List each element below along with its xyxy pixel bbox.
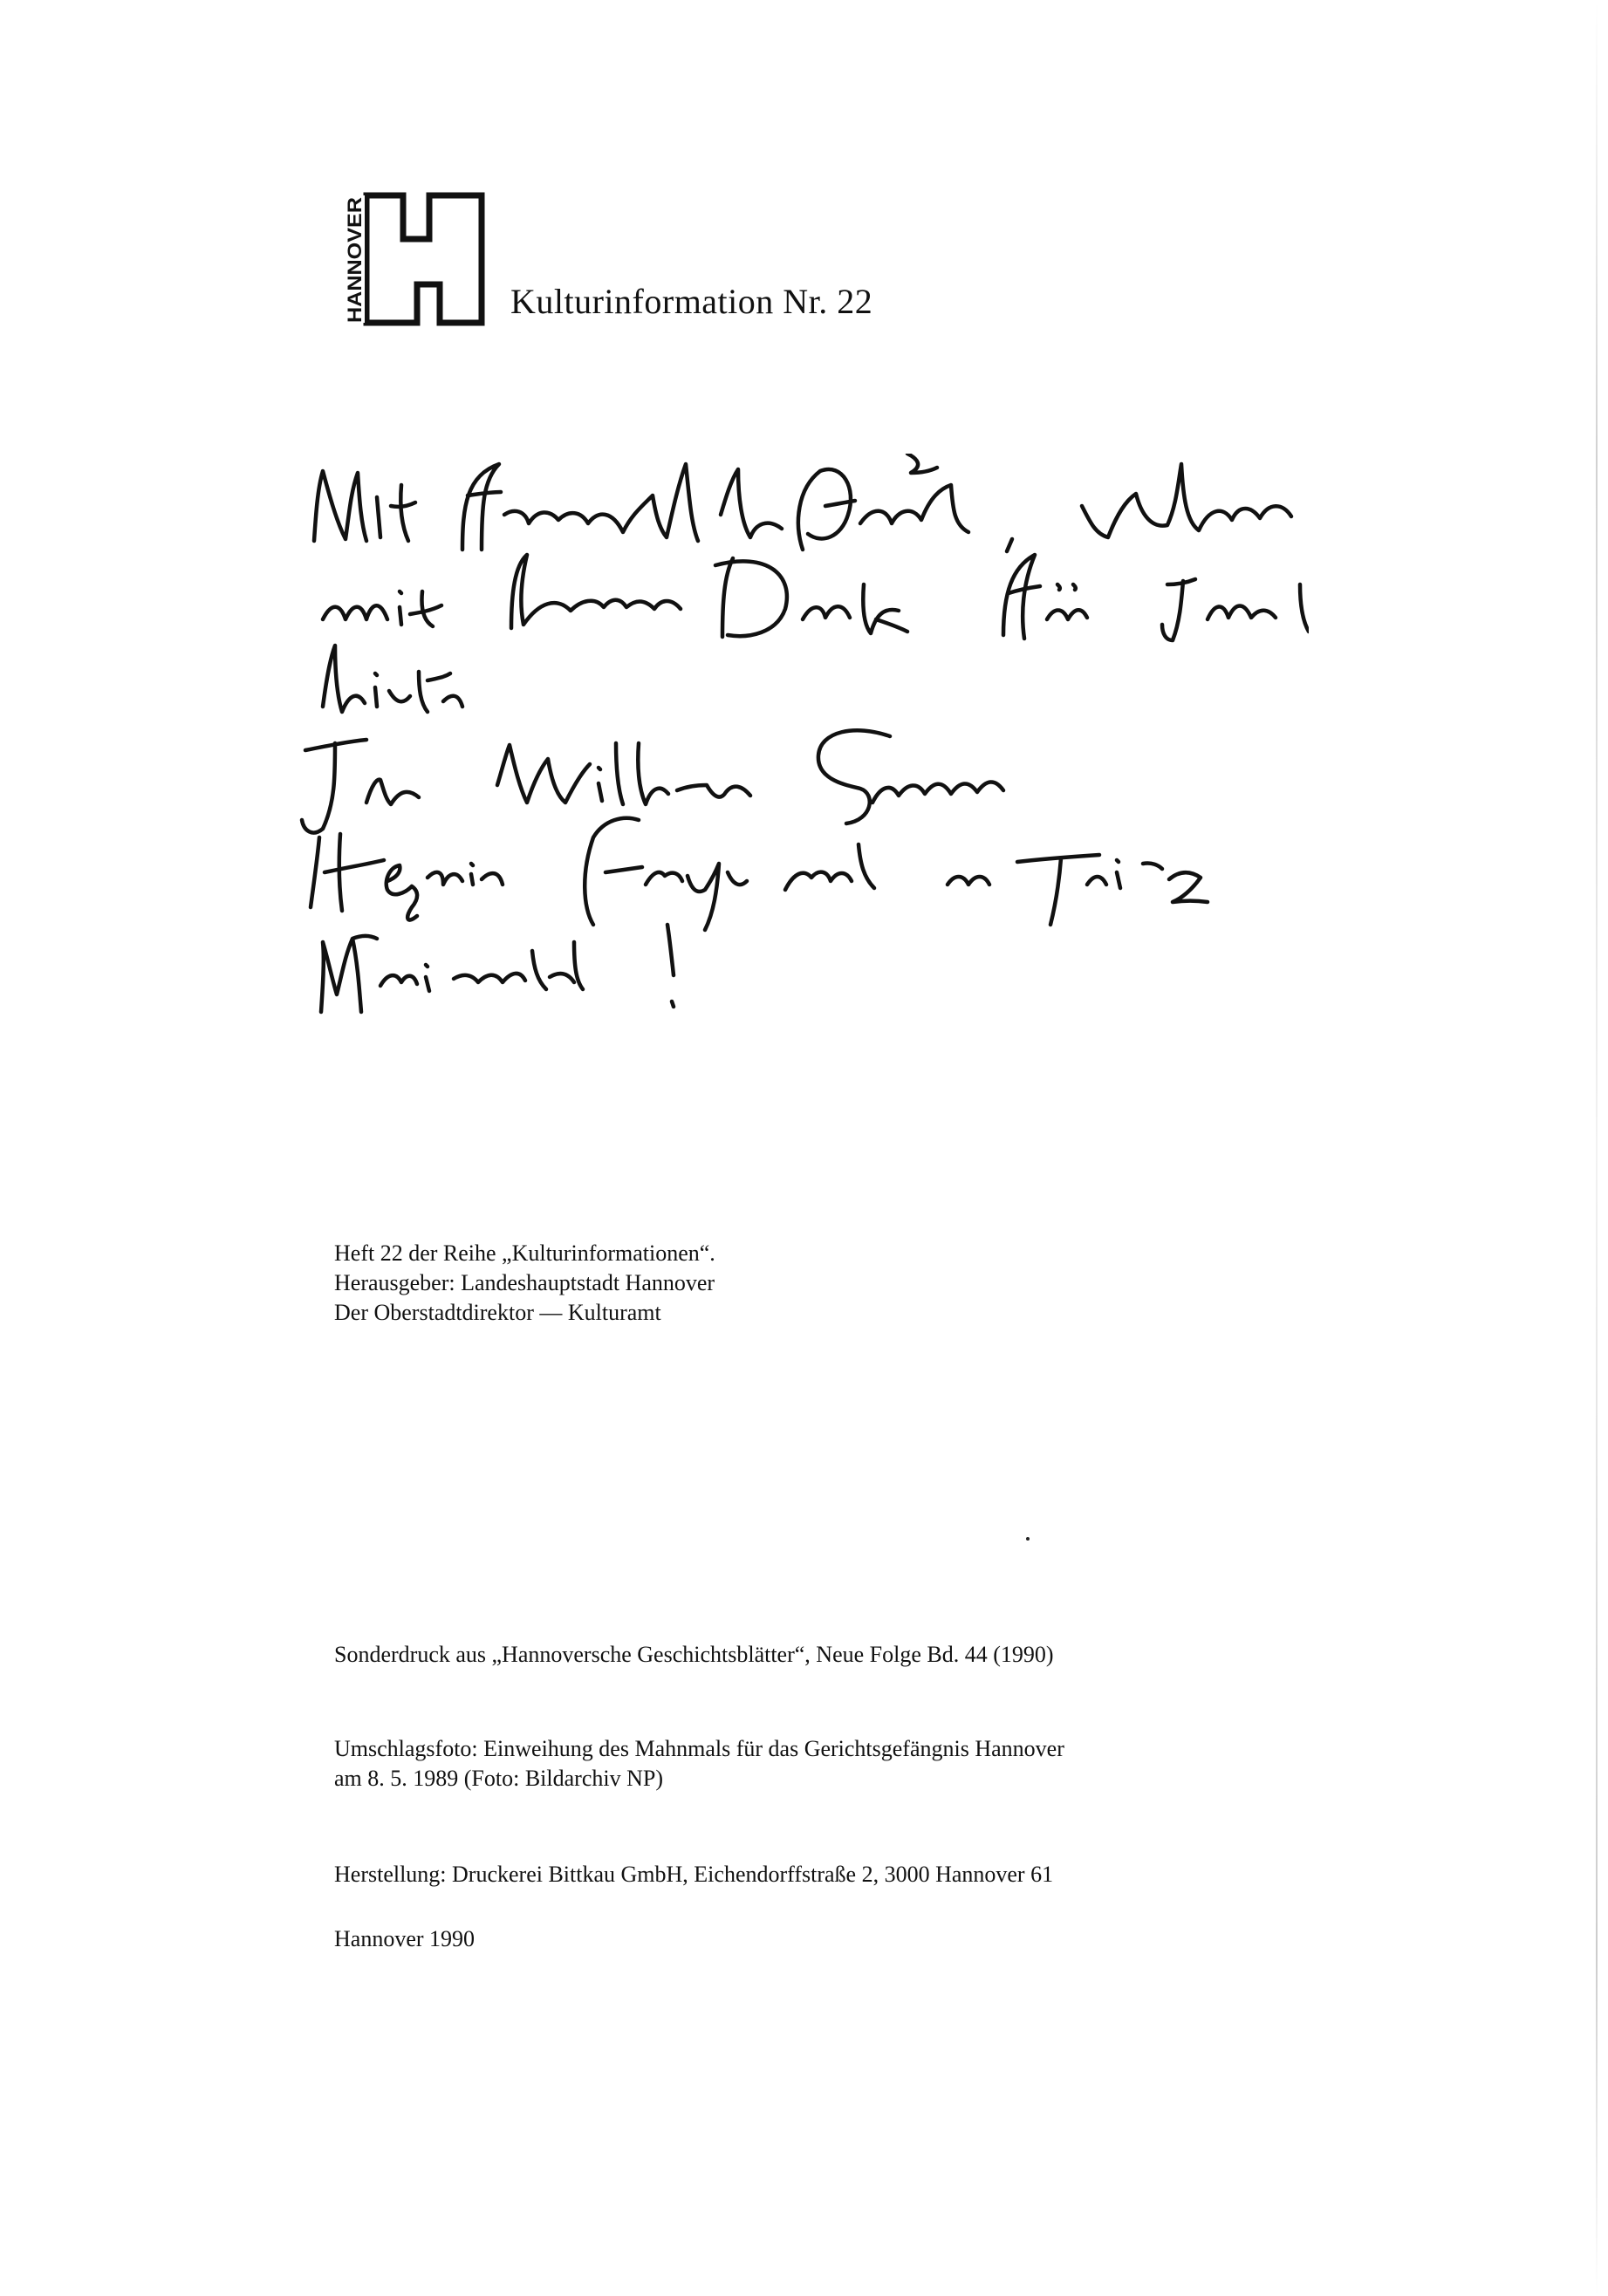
page-title: Kulturinformation Nr. 22 (510, 282, 873, 321)
scan-edge (1596, 0, 1598, 2296)
logo-text: HANNOVER (344, 213, 366, 323)
cover-photo-date-line: am 8. 5. 1989 (Foto: Bildarchiv NP) (334, 1766, 663, 1791)
production-line: Herstellung: Druckerei Bittkau GmbH, Eichendorffstraße 2, 3000 Hannover 61 (334, 1862, 1054, 1887)
series-imprint (334, 1239, 715, 1328)
place-year-line: Hannover 1990 (334, 1926, 476, 1951)
cover-photo-line: Umschlagsfoto: Einweihung des Mahnmals für das Gerichtsgefängnis Hannover (334, 1736, 1064, 1761)
series-line: Heft 22 der Reihe „Kulturinformationen“. (334, 1240, 715, 1266)
handwritten-dedication (297, 454, 1309, 1047)
hannover-logo (342, 190, 489, 328)
reprint-note (334, 1640, 1054, 1670)
place-year (334, 1924, 475, 1954)
publisher-line: Herausgeber: Landeshauptstadt Hannover (334, 1270, 715, 1295)
production-note (334, 1860, 1053, 1889)
office-line: Der Oberstadtdirektor — Kulturamt (334, 1300, 661, 1325)
cover-photo-credit (334, 1734, 1064, 1794)
reprint-line: Sonderdruck aus „Hannoversche Geschichtsblätter“, Neue Folge Bd. 44 (1990) (334, 1642, 1054, 1667)
scan-speck (1026, 1537, 1030, 1541)
